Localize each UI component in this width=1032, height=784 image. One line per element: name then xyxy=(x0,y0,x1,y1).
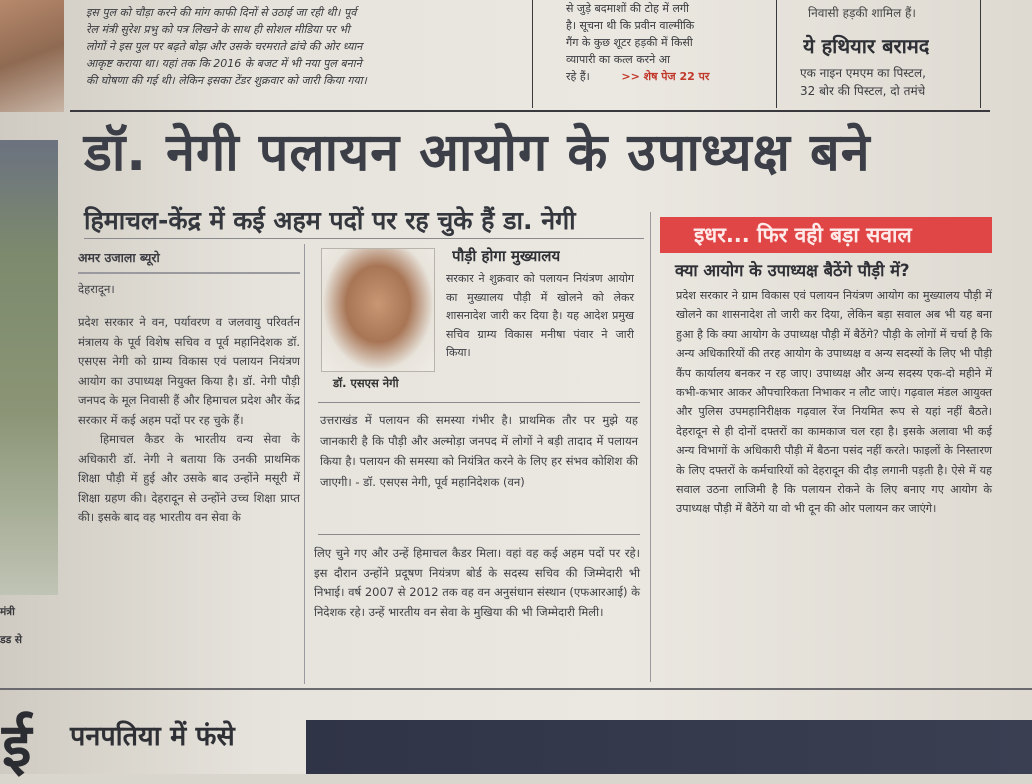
story-paragraph: प्रदेश सरकार ने वन, पर्यावरण व जलवायु परिवर्तन मंत्रालय के पूर्व विशेष सचिव व पूर्व महानिदेशक डॉ. एसएस नेगी को ग्राम्य विकास एवं पलायन नियंत्रण आयोग का उपाध्यक्ष नियुक्त किया है। डॉ. नेगी पौड़ी जनपद के मूल निवासी हैं और हिमाचल प्रदेश और केंद्र सरकार में कई अहम पदों पर रह चुके हैं। xyxy=(78,315,300,427)
side-story-heading: क्या आयोग के उपाध्यक्ष बैठेंगे पौड़ी में? xyxy=(675,261,910,280)
sidebar-text: सरकार ने शुक्रवार को पलायन नियंत्रण आयोग का मुख्यालय पौड़ी में खोलने को लेकर शासनादेश जारी कर दिया है। यह आदेश प्रमुख सचिव ग्राम्य विकास मनीषा पंवार ने जारी किया। xyxy=(446,272,634,359)
right-story-heading: ये हथियार बरामद xyxy=(803,34,930,58)
byline-rule xyxy=(78,272,300,274)
right-story-top: निवासी हड़की शामिल हैं। xyxy=(808,6,916,20)
byline: अमर उजाला ब्यूरो xyxy=(78,250,160,265)
dark-ad-block xyxy=(306,720,1032,774)
subheadline: हिमाचल-केंद्र में कई अहम पदों पर रह चुके हैं डा. नेगी xyxy=(84,206,576,235)
portrait-photo xyxy=(321,248,435,372)
top-left-story xyxy=(86,4,526,89)
column-rule xyxy=(532,0,533,108)
quote-rule xyxy=(318,534,640,535)
bottom-headline: पनपतिया में फंसे xyxy=(70,721,235,752)
main-headline: डॉ. नेगी पलायन आयोग के उपाध्यक्ष बने xyxy=(84,123,871,183)
cropped-photo-soldiers xyxy=(0,140,58,595)
right-story-line: एक नाइन एमएम का पिस्टल, xyxy=(800,66,926,80)
left-column xyxy=(78,248,300,528)
story-line: लोगों ने इस पुल पर बढ़ते बोझ और उसके चरमराते ढांचे की ओर ध्यान xyxy=(86,40,363,53)
cropped-photo-top xyxy=(0,0,64,112)
column-rule xyxy=(304,244,305,684)
story-line: है। सूचना थी कि प्रवीन वाल्मीकि xyxy=(566,19,695,32)
page-section-rule xyxy=(0,688,1032,690)
quote-rule xyxy=(318,402,640,403)
sidebar-heading: पौड़ी होगा मुख्यालय xyxy=(452,247,561,265)
column-rule xyxy=(650,212,651,682)
right-story-line: 32 बोर की पिस्टल, दो तमंचे xyxy=(800,84,926,98)
column-rule xyxy=(776,0,777,108)
section-rule xyxy=(70,110,990,112)
story-line: आकृष्ट कराया था। यहां तक कि 2016 के बजट में भी नया पुल बनाने xyxy=(86,57,362,70)
edge-fragment: मंत्री xyxy=(0,606,15,618)
story-line: से जुड़े बदमाशों की टोह में लगी xyxy=(566,2,689,15)
bottom-glyph: ई xyxy=(2,711,32,781)
story-line: इस पुल को चौड़ा करने की मांग काफी दिनों से उठाई जा रही थी। पूर्व xyxy=(86,6,357,19)
side-story-text: प्रदेश सरकार ने ग्राम विकास एवं पलायन नियंत्रण आयोग का मुख्यालय पौड़ी में खोलने का शासनादेश तो जारी कर दिया, लेकिन बड़ा सवाल अब भी यह बना हुआ है कि क्या आयोग के उपाध्यक्ष पौड़ी में बैठेंगे? पौड़ी के लोगों में चर्चा है कि अन्य अधिकारियों की तरह आयोग के उपाध्यक्ष व अन्य सदस्यों के लिए भी पौड़ी कैंप कार्यालय बनकर न रह जाए। उपाध्यक्ष और अन्य सदस्य एक-दो महीने में कभी-कभार आकर औपचारिकता निभाकर न लौट जाएं। गढ़वाल मंडल आयुक्त और पुलिस उपमहानिरीक्षक गढ़वाल रेंज नियमित रूप से यहां नहीं बैठते। देहरादून से ही दोनों दफ्तरों का कामकाज चल रहा है। इसके अलावा भी कई अन्य विभागों के अधिकारी पौड़ी में बैठना पसंद नहीं करते। फाइलों के निस्तारण के लिए दफ्तरों के कर्मचारियों को देहरादून की दौड़ लगानी पड़ती है। ऐसे में यह सवाल उठना लाजिमी है कि पलायन रोकने के लिए बनाए गए आयोग के उपाध्यक्ष पौड़ी में बैठेंगे या वो भी दून की ओर पलायन कर जाएंगे। xyxy=(676,289,992,516)
continuation-link[interactable]: >> शेष पेज 22 पर xyxy=(621,70,710,83)
story-line: व्यापारी का कत्ल करने आ xyxy=(566,53,671,66)
pull-quote: उत्तराखंड में पलायन की समस्या गंभीर है। प्राथमिक तौर पर मुझे यह जानकारी है कि पौड़ी और अल्मोड़ा जनपद में लोगों ने बड़ी तादाद में पलायन किया है। पलायन की समस्या को नियंत्रित करने के लिए हर संभव कोशिश की जाएगी। - डॉ. एसएस नेगी, पूर्व महानिदेशक (वन) xyxy=(320,413,638,489)
top-middle-story xyxy=(566,0,766,85)
edge-fragment: डड से xyxy=(0,634,22,646)
story-line: गैंग के कुछ शूटर हड़की में किसी xyxy=(566,36,693,49)
story-line: रहे हैं। xyxy=(566,70,590,83)
subhead-rule xyxy=(84,238,644,239)
middle-continuation: लिए चुने गए और उन्हें हिमाचल कैडर मिला। वहां वह कई अहम पदों पर रहे। इस दौरान उन्होंने प्रदूषण नियंत्रण बोर्ड के सदस्य सचिव की जिम्मेदारी भी निभाई। वर्ष 2007 से 2012 तक वह वन अनुसंधान संस्थान (एफआरआई) के निदेशक रहे। उन्हें भारतीय वन सेवा के मुखिया की भी जिम्मेदारी मिली। xyxy=(314,546,640,619)
story-line: रेल मंत्री सुरेश प्रभु को पत्र लिखने के साथ ही सोशल मीडिया पर भी xyxy=(86,23,350,36)
column-rule xyxy=(980,0,981,108)
dateline: देहरादून। xyxy=(78,281,115,296)
photo-caption: डॉ. एसएस नेगी xyxy=(333,376,399,390)
story-line: की घोषणा की गई थी। लेकिन इसका टेंडर शुक्रवार को जारी किया गया। xyxy=(86,74,367,87)
story-paragraph: हिमाचल कैडर के भारतीय वन्य सेवा के अधिकारी डॉ. नेगी ने बताया कि उनकी प्राथमिक शिक्षा पौड़ी में हुई और उसके बाद उन्होंने मसूरी में शिक्षा ग्रहण की। देहरादून से उन्होंने उच्च शिक्षा प्राप्त की। इसके बाद वह भारतीय वन सेवा के xyxy=(78,432,300,524)
side-story-banner: इधर... फिर वही बड़ा सवाल xyxy=(660,217,992,253)
